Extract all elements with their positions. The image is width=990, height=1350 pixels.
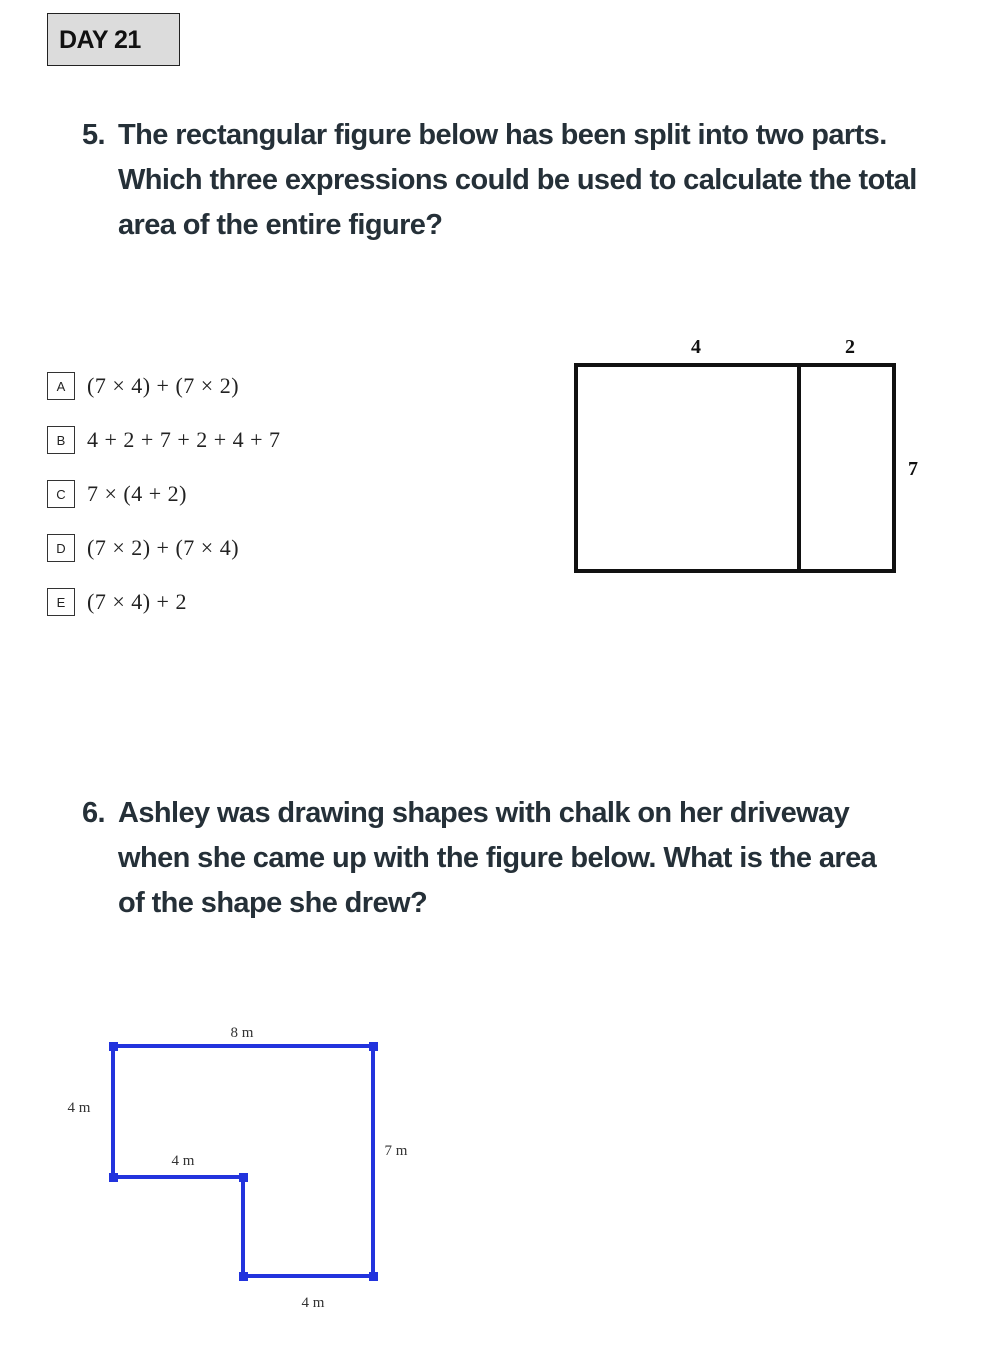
question-6-line-2: when she came up with the figure below. What is the area — [118, 842, 877, 874]
label-width-right: 2 — [845, 336, 855, 358]
label-inner-side: 4 m — [171, 1153, 195, 1169]
question-5-prompt — [82, 113, 962, 248]
choice-e[interactable] — [47, 586, 281, 618]
vertex-marker — [239, 1173, 248, 1182]
choice-d-checkbox[interactable]: D — [47, 534, 75, 562]
vertex-marker — [369, 1042, 378, 1051]
question-5-choices — [47, 370, 281, 640]
label-height: 7 — [908, 458, 918, 480]
label-width-left: 4 — [691, 336, 701, 358]
question-5-line-1 — [82, 113, 962, 158]
choice-a[interactable] — [47, 370, 281, 402]
question-5-line-1-text: The rectangular figure below has been split into two parts. — [118, 119, 887, 151]
vertex-marker — [239, 1272, 248, 1281]
outer-rectangle — [576, 365, 894, 571]
choice-e-checkbox[interactable]: E — [47, 588, 75, 616]
question-6-line-1 — [82, 791, 962, 836]
question-6-number: 6. — [82, 797, 105, 829]
label-bottom-side: 4 m — [301, 1295, 325, 1311]
l-shape-figure — [50, 1010, 430, 1320]
choice-a-expression: (7 × 4) + (7 × 2) — [87, 373, 240, 398]
l-shape-outline — [113, 1046, 373, 1276]
question-5-line-2: Which three expressions could be used to calculate the total — [118, 164, 917, 196]
choice-d-expression: (7 × 2) + (7 × 4) — [87, 535, 240, 560]
question-5-number: 5. — [82, 119, 105, 151]
label-right-side: 7 m — [384, 1143, 408, 1159]
choice-c-expression: 7 × (4 + 2) — [87, 481, 187, 506]
choice-c[interactable] — [47, 478, 281, 510]
split-rectangle-figure — [560, 325, 940, 585]
question-6-prompt — [82, 791, 962, 926]
question-6-line-3: of the shape she drew? — [118, 887, 428, 919]
choice-b-expression: 4 + 2 + 7 + 2 + 4 + 7 — [87, 427, 281, 452]
choice-a-checkbox[interactable]: A — [47, 372, 75, 400]
question-5-line-3: area of the entire figure? — [118, 209, 443, 241]
choice-d[interactable] — [47, 532, 281, 564]
vertex-marker — [369, 1272, 378, 1281]
choice-b[interactable] — [47, 424, 281, 456]
label-left-side: 4 m — [67, 1100, 91, 1116]
vertex-marker — [109, 1173, 118, 1182]
day-label: DAY 21 — [47, 13, 180, 66]
choice-e-expression: (7 × 4) + 2 — [87, 589, 187, 614]
choice-b-checkbox[interactable]: B — [47, 426, 75, 454]
question-6-line-1-text: Ashley was drawing shapes with chalk on her driveway — [118, 797, 850, 829]
label-top-side: 8 m — [230, 1025, 254, 1041]
vertex-marker — [109, 1042, 118, 1051]
choice-c-checkbox[interactable]: C — [47, 480, 75, 508]
